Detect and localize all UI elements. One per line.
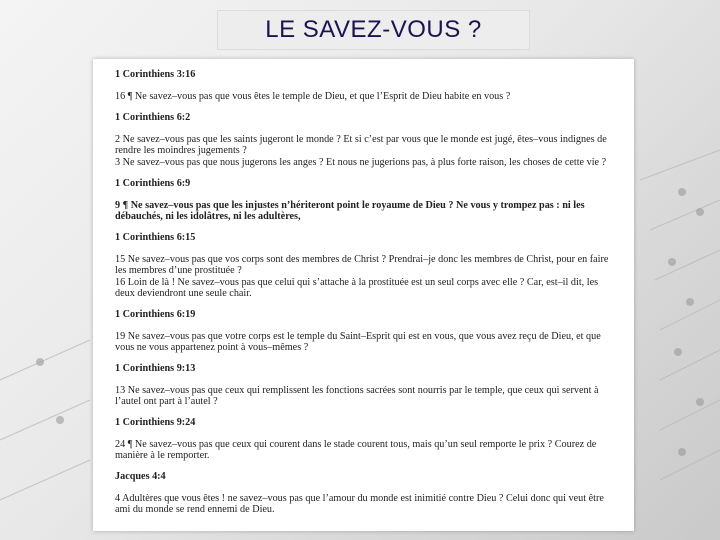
verse-text: 16 ¶ Ne savez–vous pas que vous êtes le temple de Dieu, et que l’Esprit de Dieu habite en vous ?	[115, 91, 511, 102]
verse-text: 9 ¶ Ne savez–vous pas que les injustes n’hériteront point le royaume de Dieu ? Ne vous y trompez pas : ni les débauchés, ni les idolâtres, ni les adultères,	[115, 200, 585, 222]
document-content	[115, 69, 615, 516]
verse-text: 16 Loin de là ! Ne savez–vous pas que celui qui s’attache à la prostituée est un seul corps avec elle ? Car, est–il dit, les deux deviendront une seule chair.	[115, 277, 599, 299]
verse-text: 2 Ne savez–vous pas que les saints jugeront le monde ? Et si c’est par vous que le monde est jugé, êtes–vous indignes de rendre les moindres jugements ?	[115, 134, 607, 156]
document-page	[93, 59, 634, 531]
verse-reference: 1 Corinthiens 6:15	[115, 232, 196, 243]
verse-text: 19 Ne savez–vous pas que votre corps est le temple du Saint–Esprit qui est en vous, que vous avez reçu de Dieu, et que vous ne vous appartenez point à vous–mêmes ?	[115, 331, 601, 353]
verse-text: 24 ¶ Ne savez–vous pas que ceux qui courent dans le stade courent tous, mais qu’un seul remporte le prix ? Courez de manière à le remporter.	[115, 439, 597, 461]
verse-reference: 1 Corinthiens 6:9	[115, 178, 191, 189]
verse-text: 15 Ne savez–vous pas que vos corps sont des membres de Christ ? Prendrai–je donc les membres de Christ, pour en faire les membres d’une prostituée ?	[115, 254, 609, 276]
slide-title-box	[217, 10, 530, 50]
verse-text: 3 Ne savez–vous pas que nous jugerons les anges ? Et nous ne jugerions pas, à plus forte raison, les choses de cette vie ?	[115, 157, 607, 168]
verse-reference: 1 Corinthiens 6:2	[115, 112, 191, 123]
verse-reference: 1 Corinthiens 3:16	[115, 69, 196, 80]
verse-text: 13 Ne savez–vous pas que ceux qui remplissent les fonctions sacrées sont nourris par le temple, que ceux qui servent à l’autel ont part à l’autel ?	[115, 385, 599, 407]
slide-title: LE SAVEZ-VOUS ?	[265, 16, 482, 43]
verse-reference: 1 Corinthiens 6:19	[115, 309, 196, 320]
verse-reference: 1 Corinthiens 9:24	[115, 417, 196, 428]
verse-reference: 1 Corinthiens 9:13	[115, 363, 196, 374]
verse-text: 4 Adultères que vous êtes ! ne savez–vous pas que l’amour du monde est inimitié contre Dieu ? Celui donc qui veut être ami du monde se rend ennemi de Dieu.	[115, 493, 604, 515]
verse-reference: Jacques 4:4	[115, 471, 166, 482]
